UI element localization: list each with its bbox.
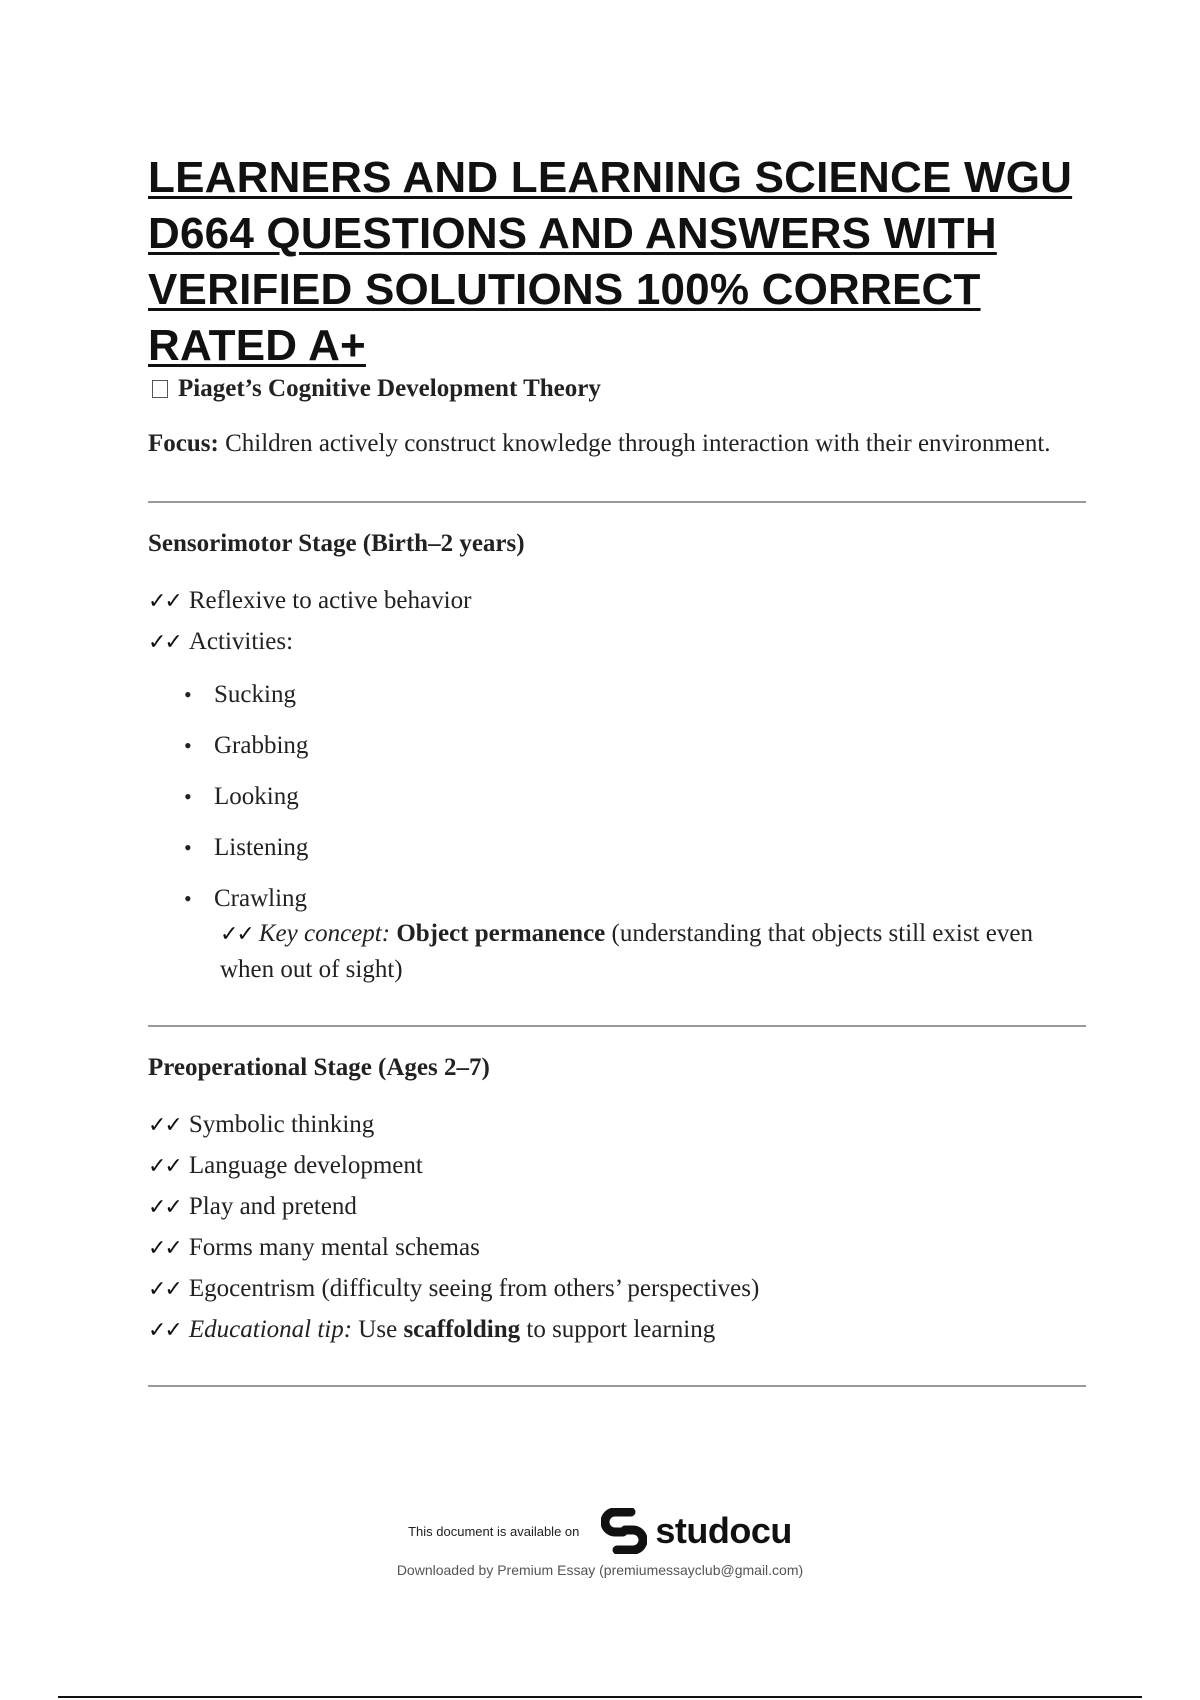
list-item bbox=[184, 822, 1086, 873]
double-check-icon: ✓✓ bbox=[148, 1318, 181, 1343]
double-check-icon: ✓✓ bbox=[148, 1154, 181, 1179]
check-item-text: Forms many mental schemas bbox=[188, 1234, 480, 1261]
check-item bbox=[148, 1105, 1086, 1146]
list-item-text: Looking bbox=[214, 783, 299, 810]
check-item-text: Reflexive to active behavior bbox=[188, 587, 472, 614]
bullet-icon: • bbox=[184, 733, 192, 758]
check-item-text: Language development bbox=[188, 1152, 423, 1179]
section-divider bbox=[148, 1385, 1086, 1387]
double-check-icon: ✓✓ bbox=[148, 630, 181, 655]
double-check-icon: ✓✓ bbox=[148, 1195, 181, 1220]
focus-label: Focus: bbox=[148, 430, 219, 457]
sensorimotor-points bbox=[148, 581, 1086, 663]
bullet-icon: • bbox=[184, 784, 192, 809]
list-item bbox=[184, 720, 1086, 771]
document-title: LEARNERS AND LEARNING SCIENCE WGU D664 QUESTIONS AND ANSWERS WITH VERIFIED SOLUTIONS 100% CORRECT RATED A+ bbox=[148, 153, 1073, 370]
key-concept-term: Object permanence bbox=[396, 920, 606, 947]
studocu-logo-icon bbox=[601, 1508, 647, 1554]
checkbox-icon bbox=[152, 380, 168, 398]
tip-term: scaffolding bbox=[403, 1316, 521, 1343]
document-page bbox=[148, 150, 1086, 1387]
check-item bbox=[148, 622, 1086, 663]
list-item-text: Sucking bbox=[214, 681, 296, 708]
list-item bbox=[184, 669, 1086, 720]
bullet-icon: • bbox=[184, 886, 192, 911]
key-concept bbox=[220, 916, 1086, 987]
list-item-text: Crawling bbox=[214, 885, 308, 912]
preoperational-points bbox=[148, 1105, 1086, 1351]
check-item-text: Play and pretend bbox=[188, 1193, 357, 1220]
downloaded-text: Downloaded by Premium Essay (premiumessayclub@gmail.com) bbox=[396, 1562, 804, 1578]
double-check-icon: ✓✓ bbox=[148, 1236, 181, 1261]
focus-text: Children actively construct knowledge through interaction with their environment. bbox=[218, 430, 1051, 457]
double-check-icon: ✓✓ bbox=[220, 922, 253, 947]
check-item-text: Egocentrism (difficulty seeing from others’ perspectives) bbox=[188, 1275, 760, 1302]
key-concept-explanation: (understanding that objects still exist even when out of sight) bbox=[220, 920, 1033, 983]
double-check-icon: ✓✓ bbox=[148, 1113, 181, 1138]
tip-post: to support learning bbox=[520, 1316, 716, 1343]
activities-list bbox=[148, 669, 1086, 924]
theory-heading-text: Piaget’s Cognitive Development Theory bbox=[178, 375, 601, 402]
footer-row bbox=[0, 1508, 1200, 1554]
theory-heading bbox=[148, 374, 1086, 404]
check-item bbox=[148, 581, 1086, 622]
bottom-divider bbox=[58, 1696, 1142, 1698]
double-check-icon: ✓✓ bbox=[148, 1277, 181, 1302]
key-concept-label: Key concept: bbox=[258, 920, 391, 947]
check-item bbox=[148, 1146, 1086, 1187]
list-item bbox=[184, 771, 1086, 822]
list-item-text: Listening bbox=[214, 834, 309, 861]
footer bbox=[0, 1508, 1200, 1578]
check-item bbox=[148, 1228, 1086, 1269]
bullet-icon: • bbox=[184, 682, 192, 707]
check-item-text: Activities: bbox=[188, 628, 294, 655]
list-item-text: Grabbing bbox=[214, 732, 309, 759]
bullet-icon: • bbox=[184, 835, 192, 860]
double-check-icon: ✓✓ bbox=[148, 589, 181, 614]
check-item bbox=[148, 1187, 1086, 1228]
educational-tip bbox=[148, 1310, 1086, 1351]
focus-paragraph bbox=[148, 426, 1086, 461]
tip-pre: Use bbox=[352, 1316, 404, 1343]
section-divider bbox=[148, 1025, 1086, 1027]
check-item bbox=[148, 1269, 1086, 1310]
section-divider bbox=[148, 501, 1086, 503]
tip-label: Educational tip: bbox=[188, 1316, 353, 1343]
brand-name: studocu bbox=[655, 1510, 792, 1551]
sensorimotor-heading: Sensorimotor Stage (Birth–2 years) bbox=[148, 530, 525, 557]
available-text: This document is available on bbox=[408, 1523, 580, 1539]
check-item-text: Symbolic thinking bbox=[188, 1111, 375, 1138]
preoperational-heading: Preoperational Stage (Ages 2–7) bbox=[148, 1054, 490, 1081]
studocu-logo[interactable] bbox=[601, 1508, 792, 1554]
